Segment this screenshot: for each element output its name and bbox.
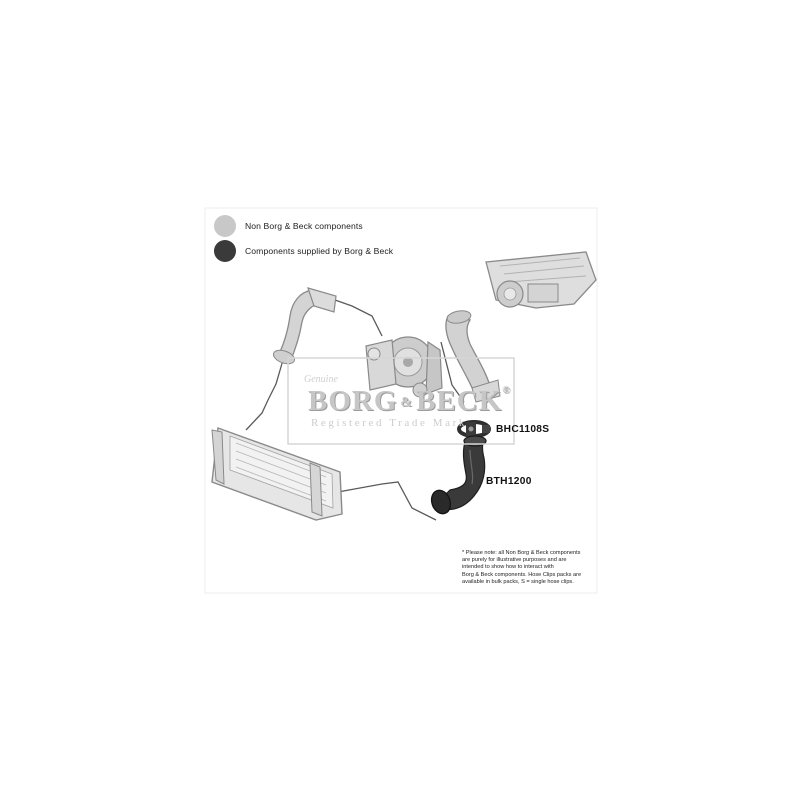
intercooler-illustration	[212, 428, 342, 520]
legend-label-supplied: Components supplied by Borg & Beck	[245, 246, 394, 256]
watermark-brand-left: BORG	[308, 385, 398, 417]
watermark-brand	[308, 385, 511, 418]
charger-intake-hose-part	[428, 436, 486, 516]
clip-part-label: BHC1108S	[496, 424, 550, 435]
note-line: intended to show how to interact with	[462, 564, 554, 571]
intake-manifold-illustration	[486, 252, 596, 308]
watermark-subtitle: Registered Trade Mark	[311, 417, 468, 429]
disclaimer-note	[462, 550, 602, 586]
watermark-brand-right: BECK	[416, 385, 503, 417]
watermark-registered: ®	[502, 385, 511, 396]
note-line: * Please note: all Non Borg & Beck components	[462, 550, 581, 556]
legend-item-supplied	[214, 239, 393, 263]
watermark-brand-mid: &	[400, 395, 414, 411]
legend-item-non-supplied	[214, 214, 363, 238]
legend-label-non-supplied: Non Borg & Beck components	[245, 221, 363, 231]
watermark-script-text: Genuine	[304, 374, 338, 385]
note-line: available in bulk packs, S = single hose clips.	[462, 578, 574, 585]
note-line: Borg & Beck components. Hose Clips packs are	[462, 571, 582, 578]
hose-part-label: BTH1200	[486, 476, 532, 487]
legend-swatch-light	[214, 215, 236, 237]
note-line: are purely for illustrative purposes and are	[462, 557, 567, 564]
legend-swatch-dark	[214, 240, 236, 262]
upper-left-hose-illustration	[272, 288, 336, 366]
